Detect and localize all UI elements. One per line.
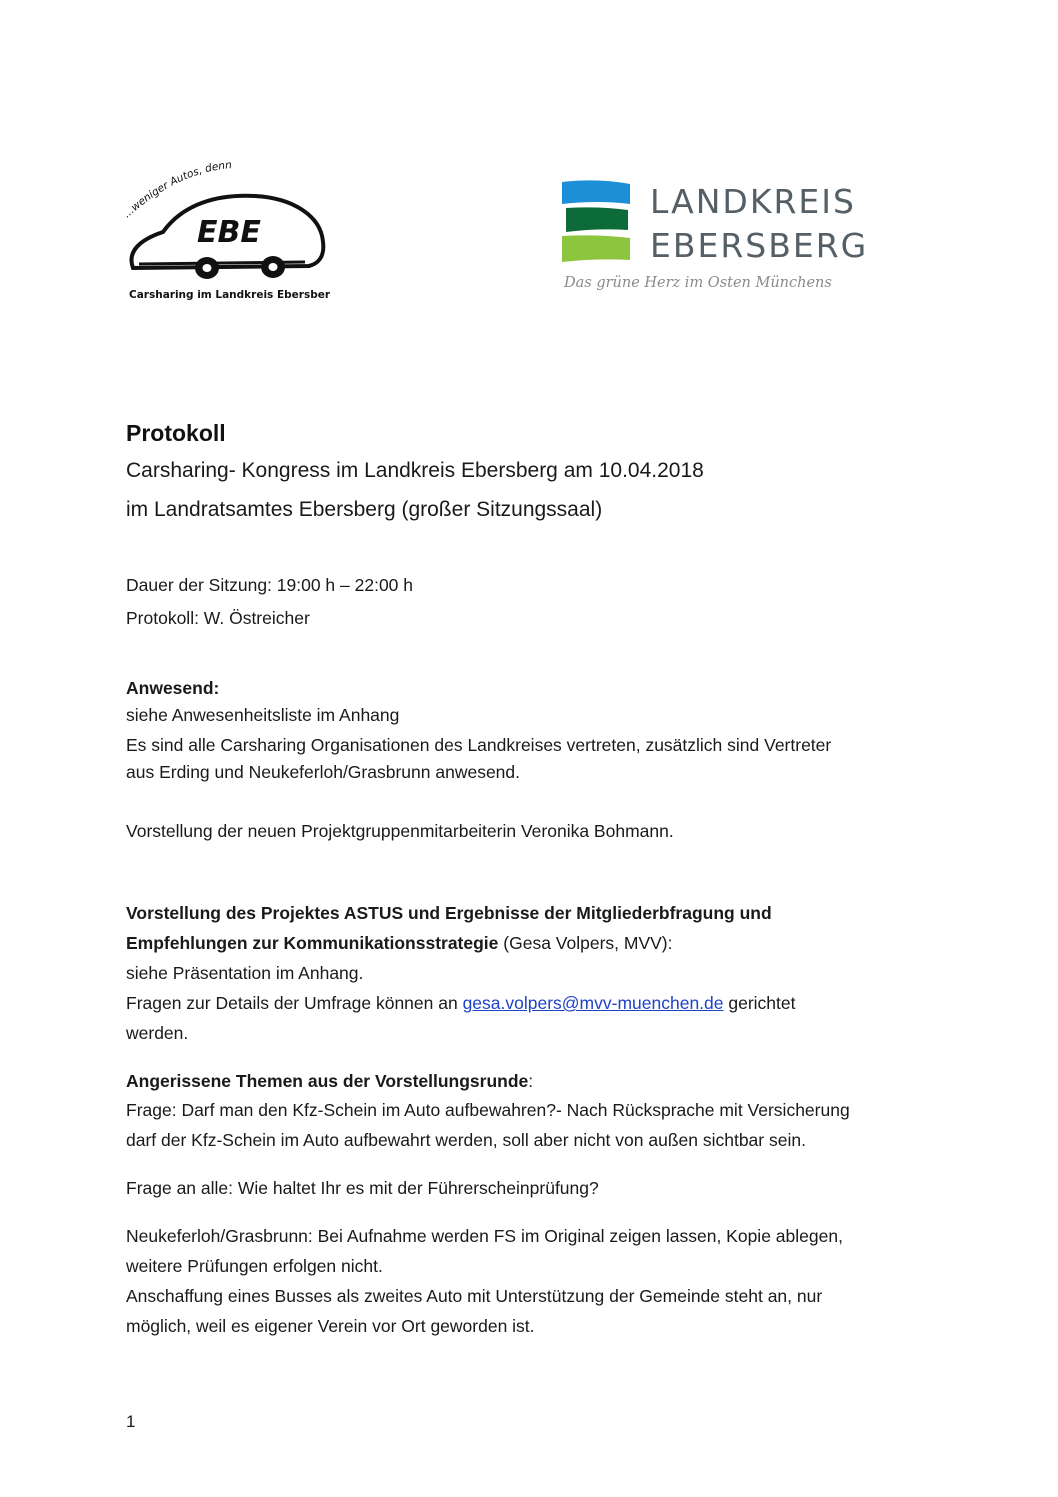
themen-line-2: darf der Kfz-Schein im Auto aufbewahrt werden, soll aber nicht von außen sichtbar sein.	[126, 1130, 806, 1150]
themen-heading-rest: :	[528, 1071, 534, 1091]
astus-line-3: werden.	[126, 1023, 189, 1043]
ebe-mark: EBE	[197, 215, 261, 250]
landkreis-line1: LANDKREIS	[650, 182, 856, 221]
document-subtitle-1: Carsharing- Kongress im Landkreis Ebersberg am 10.04.2018	[126, 459, 704, 482]
astus-heading-line-2	[126, 932, 673, 954]
themen-line-4: Neukeferloh/Grasbrunn: Bei Aufnahme werden FS im Original zeigen lassen, Kopie ablegen,	[126, 1226, 843, 1246]
anwesend-heading: Anwesend:	[126, 678, 220, 698]
astus-heading-bold: Empfehlungen zur Kommunikationsstrategie	[126, 933, 499, 953]
document-subtitle-2: im Landratsamtes Ebersberg (großer Sitzungssaal)	[126, 498, 603, 521]
themen-heading-bold: Angerissene Themen aus der Vorstellungsrunde	[126, 1071, 529, 1091]
svg-text:...weniger Autos, dennoch mobi	[125, 160, 232, 220]
email-link[interactable]: gesa.volpers@mvv-muenchen.de	[462, 993, 724, 1013]
themen-line-1: Frage: Darf man den Kfz-Schein im Auto aufbewahren?- Nach Rücksprache mit Versicherung	[126, 1100, 850, 1120]
anwesend-line-3: aus Erding und Neukeferloh/Grasbrunn anwesend.	[126, 762, 520, 782]
themen-line-7: möglich, weil es eigener Verein vor Ort geworden ist.	[126, 1316, 535, 1336]
document-title: Protokoll	[126, 420, 226, 446]
landkreis-emblem-icon	[558, 178, 633, 266]
ebe-caption: Carsharing im Landkreis Ebersberg	[129, 289, 330, 301]
meeting-duration: Dauer der Sitzung: 19:00 h – 22:00 h	[126, 575, 414, 595]
minutes-author: Protokoll: W. Östreicher	[126, 608, 310, 628]
astus-line-2-pre: Fragen zur Details der Umfrage können an	[126, 993, 463, 1013]
ebe-car-icon	[125, 160, 330, 305]
themen-heading	[126, 1070, 533, 1092]
anwesend-line-2: Es sind alle Carsharing Organisationen des Landkreises vertreten, zusätzlich sind Vertreter	[126, 735, 832, 755]
themen-line-3: Frage an alle: Wie haltet Ihr es mit der Führerscheinprüfung?	[126, 1178, 599, 1198]
landkreis-slogan: Das grüne Herz im Osten Münchens	[564, 275, 832, 291]
landkreis-line2: EBERSBERG	[650, 226, 869, 265]
astus-line-2-post: gerichtet	[723, 993, 796, 1013]
astus-line-1: siehe Präsentation im Anhang.	[126, 963, 364, 983]
page-number: 1	[126, 1412, 136, 1431]
themen-line-6: Anschaffung eines Busses als zweites Auto mit Unterstützung der Gemeinde steht an, nur	[126, 1286, 823, 1306]
astus-heading-line-1: Vorstellung des Projektes ASTUS und Ergebnisse der Mitgliederbfragung und	[126, 903, 772, 923]
astus-line-2	[126, 992, 796, 1014]
astus-heading-rest: (Gesa Volpers, MVV):	[498, 933, 673, 953]
ebe-arc-text: .weniger Autos, denn	[126, 160, 233, 216]
themen-line-5: weitere Prüfungen erfolgen nicht.	[126, 1256, 383, 1276]
landkreis-logo	[558, 178, 869, 296]
anwesend-line-4: Vorstellung der neuen Projektgruppenmitarbeiterin Veronika Bohmann.	[126, 821, 674, 841]
anwesend-line-1: siehe Anwesenheitsliste im Anhang	[126, 705, 400, 725]
ebe-logo	[125, 160, 330, 305]
